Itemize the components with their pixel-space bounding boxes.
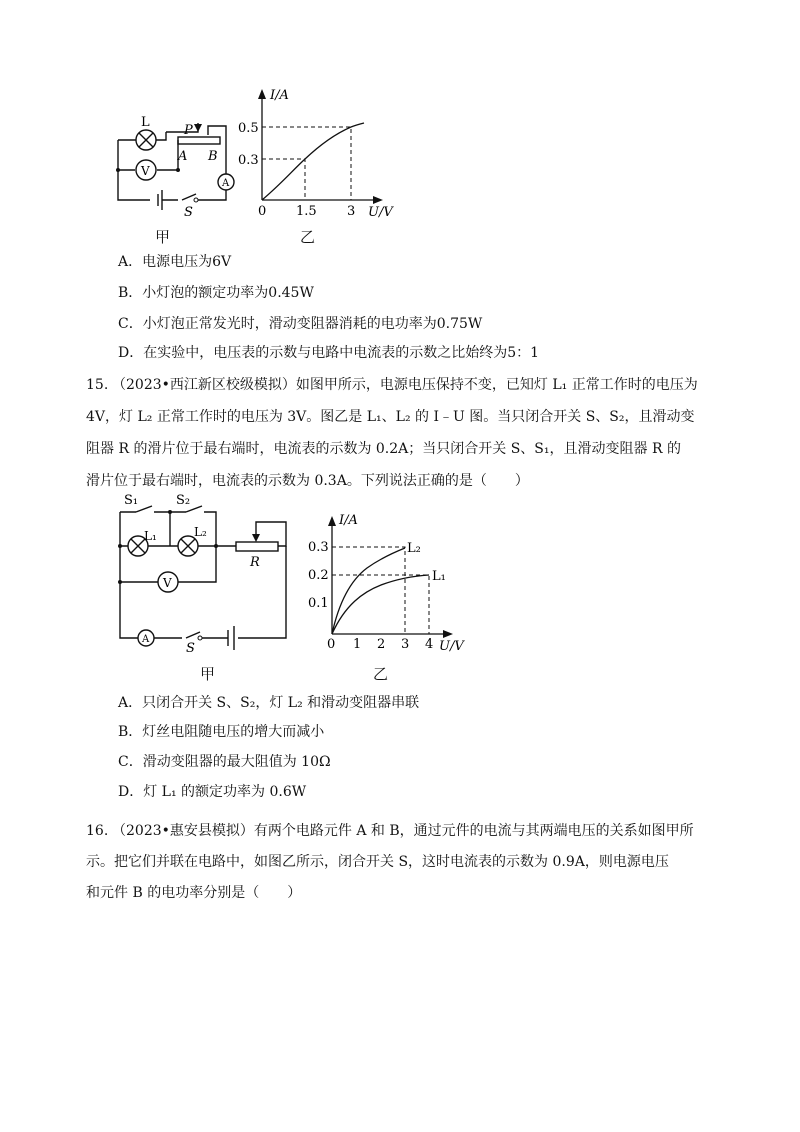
x-tick-label: 4 bbox=[425, 637, 434, 652]
curve-label-l1: L₁ bbox=[432, 569, 446, 584]
origin-label: 0 bbox=[258, 204, 267, 219]
q15-stem-line: 阻器 R 的滑片位于最右端时，电流表的示数为 0.2A；当只闭合开关 S、S₁，且滑动变阻器 R 的 bbox=[86, 441, 681, 457]
ammeter-label: A bbox=[142, 634, 150, 645]
q14-option-a[interactable]: A．电源电压为6V bbox=[118, 254, 232, 270]
label-L1: L₁ bbox=[144, 529, 157, 543]
y-tick-label: 0.3 bbox=[308, 540, 329, 555]
q15-option-b[interactable]: B．灯丝电阻随电压的增大而减小 bbox=[118, 724, 325, 740]
q14-iu-graph bbox=[232, 85, 417, 225]
curve-label-l2: L₂ bbox=[407, 541, 421, 556]
x-tick-label: 3 bbox=[347, 204, 356, 219]
q15-stem-line: 滑片位于最右端时，电流表的示数为 0.3A。下列说法正确的是（ ） bbox=[86, 473, 529, 489]
x-axis-label: U/V bbox=[439, 639, 464, 654]
label-A: A bbox=[178, 149, 188, 164]
q15-number: 15. bbox=[86, 377, 109, 393]
voltmeter-label: V bbox=[163, 576, 172, 590]
label-L: L bbox=[141, 115, 150, 130]
q15-option-a[interactable]: A．只闭合开关 S、S₂，灯 L₂ 和滑动变阻器串联 bbox=[118, 695, 420, 711]
q15-option-c[interactable]: C．滑动变阻器的最大阻值为 10Ω bbox=[118, 754, 331, 770]
label-P: P bbox=[184, 123, 193, 138]
x-tick-label: 1 bbox=[353, 637, 362, 652]
label-S: S bbox=[184, 205, 193, 220]
x-tick-label: 1.5 bbox=[296, 204, 317, 219]
q15-option-d[interactable]: D．灯 L₁ 的额定功率为 0.6W bbox=[118, 784, 307, 800]
y-axis-label: I/A bbox=[339, 513, 358, 528]
label-S2: S₂ bbox=[176, 493, 191, 508]
q16-stem-line: 和元件 B 的电功率分别是（ ） bbox=[86, 885, 302, 901]
origin-label: 0 bbox=[327, 637, 336, 652]
q15-stem-line: （2023•西江新区校级模拟）如图甲所示，电源电压保持不变，已知灯 L₁ 正常工作时的电压为 bbox=[112, 377, 698, 393]
q16-number: 16. bbox=[86, 823, 109, 839]
y-tick-label: 0.5 bbox=[238, 121, 259, 136]
y-axis-label: I/A bbox=[270, 88, 289, 103]
label-R: R bbox=[250, 555, 260, 570]
label-L2: L₂ bbox=[194, 525, 207, 539]
q15-iu-graph bbox=[305, 510, 475, 660]
label-B: B bbox=[208, 149, 218, 164]
q16-stem-line: （2023•惠安县模拟）有两个电路元件 A 和 B，通过元件的电流与其两端电压的关系如图甲所 bbox=[112, 823, 694, 839]
x-tick-label: 3 bbox=[401, 637, 410, 652]
q14-fig1-caption: 甲 bbox=[155, 228, 171, 246]
voltmeter-label: V bbox=[141, 164, 150, 178]
y-tick-label: 0.3 bbox=[238, 153, 259, 168]
q14-option-c[interactable]: C．小灯泡正常发光时，滑动变阻器消耗的电功率为0.75W bbox=[118, 316, 483, 332]
q14-option-d[interactable]: D．在实验中，电压表的示数与电路中电流表的示数之比始终为5：1 bbox=[118, 345, 540, 361]
label-S1: S₁ bbox=[124, 493, 139, 508]
ammeter-label: A bbox=[222, 178, 230, 189]
x-tick-label: 2 bbox=[377, 637, 386, 652]
y-tick-label: 0.1 bbox=[308, 596, 329, 611]
q14-option-b[interactable]: B．小灯泡的额定功率为0.45W bbox=[118, 285, 314, 301]
q15-fig1-caption: 甲 bbox=[200, 665, 216, 683]
label-S: S bbox=[186, 641, 195, 655]
q16-stem-line: 示。把它们并联在电路中，如图乙所示，闭合开关 S，这时电流表的示数为 0.9A，则电源电压 bbox=[86, 854, 669, 870]
q15-fig2-caption: 乙 bbox=[373, 665, 389, 683]
q14-fig2-caption: 乙 bbox=[300, 228, 316, 246]
q15-stem-line: 4V，灯 L₂ 正常工作时的电压为 3V。图乙是 L₁、L₂ 的 I﹣U 图。当只闭合开关 S、S₂，且滑动变 bbox=[86, 409, 695, 425]
x-axis-label: U/V bbox=[368, 205, 393, 220]
q14-circuit-diagram bbox=[108, 110, 248, 220]
y-tick-label: 0.2 bbox=[308, 568, 329, 583]
q15-circuit-diagram bbox=[108, 490, 298, 655]
